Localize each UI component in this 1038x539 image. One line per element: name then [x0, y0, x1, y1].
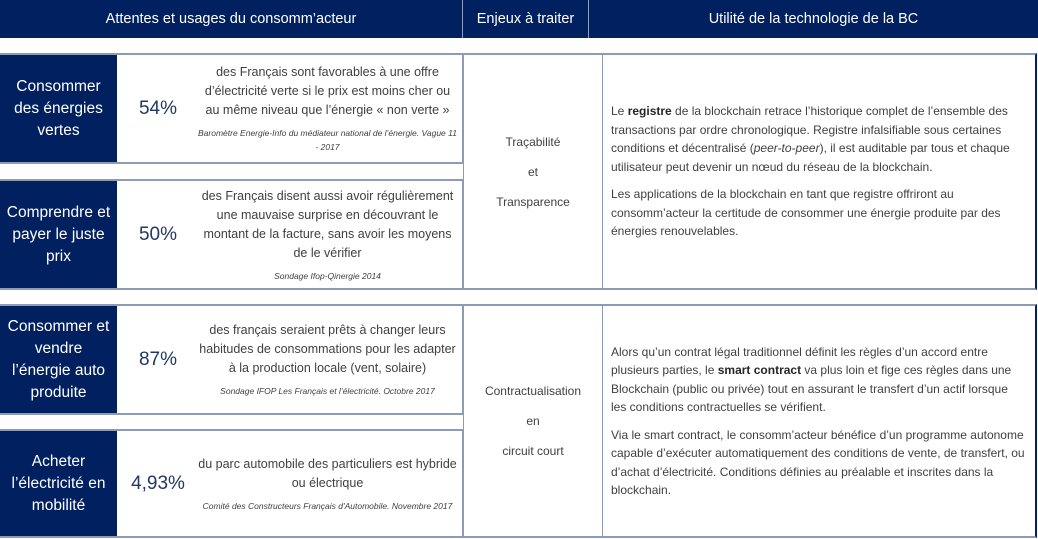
row-percent: 87%: [138, 348, 178, 370]
row-source: Sondage IFOP Les Français et l’électricité. Octobre 2017: [220, 386, 435, 396]
row-percent: 4,93%: [131, 472, 185, 494]
row-label: Consommer des énergies vertes: [0, 55, 117, 162]
issue-line: Contractualisation: [484, 384, 582, 398]
issue-line: en: [526, 414, 540, 428]
issue-cell: [463, 53, 603, 290]
issue-line: Traçabilité: [505, 134, 561, 149]
row-description-block: [197, 181, 463, 288]
header-expectations: Attentes et usages du consomm’acteur: [0, 0, 463, 38]
utility-text: de la blockchain retrace l’historique complet de l’ensemble des transactions par ordre chronologique. Registre infalsifiable sous certaines conditions et décentralisé (: [611, 104, 1008, 156]
utility-cell: [603, 304, 1037, 538]
table-row: [0, 429, 463, 538]
utility-text: Alors qu’un contrat légal traditionnel définit les règles d’un accord entre plusieurs parties, le: [611, 344, 988, 377]
utility-italic: peer-to-peer: [753, 141, 820, 156]
row-label: Comprendre et payer le juste prix: [0, 181, 117, 288]
issue-cell: [463, 304, 603, 538]
row-description: des Français sont favorables à une offre d’électricité verte si le prix est moins cher ou au même niveau que l’énergie « non verte »: [204, 65, 451, 117]
row-description-block: [197, 431, 463, 536]
table-row: [0, 53, 463, 164]
utility-paragraph: Via le smart contract, le consomm’acteur bénéfice d’un programme autonome capable d’exécuter automatiquement des conditions de vente, de transfert, ou d’achat d’électricité. Conditions définies au préalable et inscrites dans la blockchain.: [611, 427, 1025, 497]
issue-line: circuit court: [502, 444, 564, 458]
utility-text: Le: [611, 104, 628, 119]
row-percent: 54%: [138, 97, 178, 119]
utility-paragraph: [611, 102, 1025, 176]
row-source: Sondage Ifop-Qinergie 2014: [274, 270, 381, 281]
table-row: [0, 179, 463, 290]
table-row: [0, 304, 463, 415]
row-description: des français seraient prêts à changer leurs habitudes de consommations pour les adapter à la production locale (vent, solaire): [199, 323, 456, 375]
row-label: Acheter l’électricité en mobilité: [0, 431, 117, 536]
table-header: [0, 0, 1038, 38]
utility-paragraph: [611, 343, 1025, 417]
utility-keyword: smart contract: [717, 363, 802, 377]
row-description: du parc automobile des particuliers est hybride ou électrique: [198, 456, 457, 490]
row-percent: 50%: [138, 223, 178, 245]
utility-cell: [603, 53, 1037, 290]
issue-line: et: [527, 164, 538, 179]
row-source: Comité des Constructeurs Français d'Automobile. Novembre 2017: [202, 500, 453, 511]
header-bc-utility: Utilité de la technologie de la BC: [708, 11, 919, 27]
row-description-block: [197, 55, 463, 162]
row-label: Consommer et vendre l’énergie auto produite: [0, 306, 117, 413]
issue-line: Transparence: [496, 194, 570, 209]
row-description-block: [197, 306, 463, 413]
header-issues: Enjeux à traiter: [463, 0, 589, 38]
utility-text: ), il est auditable par tous et chaque utilisateur peut devenir un nœud du réseau de la blockchain.: [611, 141, 1010, 174]
row-source: Baromètre Energie-Info du médiateur national de l’énergie. Vague 11 - 2017: [198, 128, 457, 152]
utility-paragraph: Les applications de la blockchain en tant que registre offriront au consomm’acteur la certitude de consommer une énergie produite par des énergies renouvelables.: [611, 187, 1001, 239]
utility-keyword: registre: [627, 104, 672, 119]
utility-text: va plus loin et fige ces règles dans une Blockchain (public ou privée) tout en assurant le transfert d’un actif lorsque les conditions contractuelles se vérifient.: [611, 363, 1012, 414]
row-description: des Français disent aussi avoir régulièrement une mauvaise surprise en découvrant le montant de la facture, sans avoir les moyens de le vérifier: [201, 188, 454, 260]
